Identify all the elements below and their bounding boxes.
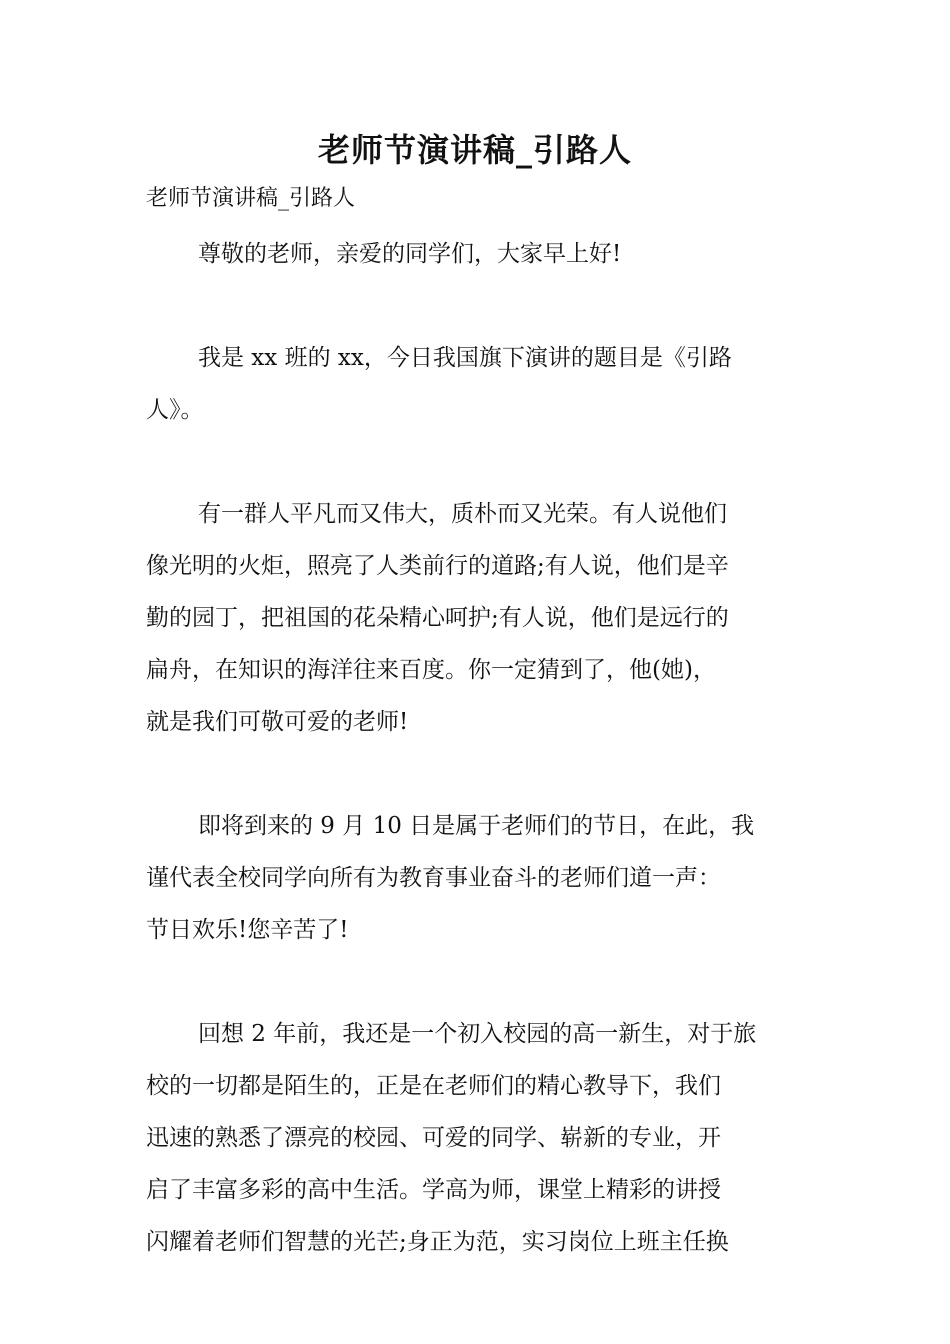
paragraph-line: 我是 xx 班的 xx，今日我国旗下演讲的题目是《引路	[198, 345, 732, 371]
paragraph-gap	[146, 436, 806, 488]
paragraph-line: 节日欢乐!您辛苦了!	[146, 917, 349, 943]
paragraph-line: 勤的园丁，把祖国的花朵精心呵护;有人说，他们是远行的	[146, 605, 729, 631]
document-body	[146, 228, 806, 1268]
paragraph-line: 回想 2 年前，我还是一个初入校园的高一新生，对于旅	[198, 1021, 757, 1047]
paragraph-line: 人》。	[146, 397, 204, 423]
paragraph-line: 尊敬的老师，亲爱的同学们，大家早上好!	[198, 241, 622, 267]
paragraph-line: 就是我们可敬可爱的老师!	[146, 709, 409, 735]
paragraph-line: 闪耀着老师们智慧的光芒;身正为范，实习岗位上班主任换	[146, 1229, 729, 1255]
paragraph-line: 有一群人平凡而又伟大，质朴而又光荣。有人说他们	[198, 501, 727, 527]
paragraph-gap	[146, 280, 806, 332]
document-subtitle: 老师节演讲稿_引路人	[146, 186, 356, 211]
paragraph-gap	[146, 748, 806, 800]
paragraph-line: 校的一切都是陌生的，正是在老师们的精心教导下，我们	[146, 1073, 721, 1099]
paragraph-line: 谨代表全校同学向所有为教育事业奋斗的老师们道一声：	[146, 865, 721, 891]
paragraph-gap	[146, 956, 806, 1008]
paragraph-line: 扁舟，在知识的海洋往来百度。你一定猜到了，他(她)，	[146, 657, 716, 683]
paragraph-line: 即将到来的 9 月 10 日是属于老师们的节日，在此，我	[198, 813, 755, 839]
paragraph-line: 启了丰富多彩的高中生活。学高为师，课堂上精彩的讲授	[146, 1177, 721, 1203]
paragraph-line: 像光明的火炬，照亮了人类前行的道路;有人说，他们是辛	[146, 553, 729, 579]
document-title: 老师节演讲稿_引路人	[317, 131, 632, 169]
paragraph-line: 迅速的熟悉了漂亮的校园、可爱的同学、崭新的专业，开	[146, 1125, 721, 1151]
